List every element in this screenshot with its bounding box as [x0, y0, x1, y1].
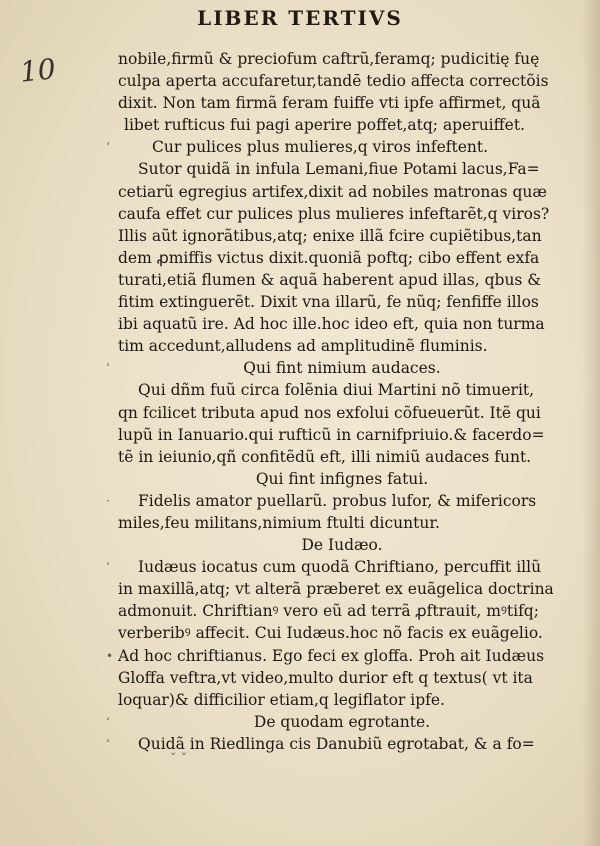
text-line [118, 600, 566, 622]
text-line [118, 181, 566, 203]
line-text: lupũ in Ianuario.qui rufticũ in carnifpriuio.& facerdo= [118, 425, 545, 444]
text-line [106, 136, 566, 158]
line-text: tẽ in ieiunio,qñ confitẽdũ eft, illi nimiũ audaces funt. [118, 447, 532, 466]
text-line [118, 622, 566, 644]
marginal-mark: · [106, 493, 110, 508]
line-text: caufa effet cur pulices plus mulieres infeftarẽt,q viros? [118, 204, 550, 223]
text-column [106, 48, 566, 755]
line-text: fitim extinguerẽt. Dixit vna illarũ, fe nũq; fenfiffe illos [118, 293, 539, 312]
line-text: dixit. Non tam firmã feram fuiffe vti ipfe affirmet, quã [118, 94, 541, 113]
footer-mark: ˇ ˇ [170, 752, 188, 767]
text-line [118, 402, 566, 424]
line-text: Cur pulices plus mulieres,q viros infeftent. [152, 138, 489, 157]
line-text: Iudæus iocatus cum quodã Chriftiano, percuffit illũ [138, 558, 542, 577]
line-text: De quodam egrotante. [253, 712, 431, 731]
line-text: qn fcilicet tributa apud nos exfolui cõfueuerũt. Itẽ qui [118, 403, 541, 422]
running-header: LIBER TERTIVS [197, 6, 403, 30]
line-text: in maxillã,atq; vt alterã præberet ex euãgelica doctrina [118, 580, 554, 599]
line-text: De Iudæo. [301, 536, 383, 555]
text-line [118, 92, 566, 114]
page-gutter-shadow [582, 0, 600, 846]
line-text: turati,etiã flumen & aquã haberent apud illas, qbus & [118, 270, 542, 289]
text-line [118, 446, 566, 468]
text-line [118, 291, 566, 313]
marginal-mark: ʻ [106, 560, 110, 575]
text-line [118, 158, 566, 180]
text-line [118, 48, 566, 70]
line-text: culpa aperta accufaretur,tandē tedio affecta correctõis [118, 72, 549, 91]
marginal-mark: ʻ [106, 714, 110, 729]
text-line [118, 667, 566, 689]
text-line [118, 424, 566, 446]
line-text: verberibꝰ affecit. Cui Iudæus.hoc nõ facis ex euãgelio. [118, 624, 543, 643]
line-text: tim accedunt,alludens ad amplitudinẽ fluminis. [118, 337, 488, 356]
text-line [118, 225, 566, 247]
line-text: Qui fint nimium audaces. [243, 359, 441, 378]
text-line [106, 556, 566, 578]
text-line [118, 269, 566, 291]
section-heading [106, 711, 566, 733]
section-heading [118, 468, 566, 490]
line-text: Quidã in Riedlinga cis Danubiũ egrotabat, & a fo= [138, 734, 535, 753]
text-line [118, 512, 566, 534]
text-line [118, 247, 566, 269]
text-line [118, 578, 566, 600]
line-text: cetiarũ egregius artifex,dixit ad nobiles matronas quæ [118, 182, 547, 201]
text-line [118, 203, 566, 225]
line-text: Sutor quidã in infula Lemani,fiue Potami lacus,Fa= [138, 160, 540, 179]
marginal-mark: ʻ [106, 736, 110, 751]
line-text: loquar)& difficilior etiam,q legiflator ipfe. [118, 690, 445, 709]
text-line [106, 490, 566, 512]
text-line [118, 379, 566, 401]
line-text: dem ꝓmiffis victus dixit.quoniã poftq; cibo effent exfa [118, 248, 540, 267]
line-text: Fidelis amator puellarũ. probus lufor, & mifericors [138, 491, 537, 510]
text-line [118, 114, 566, 136]
marginal-mark: ʻ [106, 140, 110, 155]
line-text: Qui fint infignes fatui. [255, 469, 429, 488]
marginal-mark: • [106, 648, 114, 663]
text-line [118, 335, 566, 357]
section-heading [118, 534, 566, 556]
line-text: Ad hoc chriftianus. Ego feci ex gloffa. Proh ait Iudæus [118, 646, 545, 665]
line-text: Gloffa veftra,vt video,multo durior eft q textus( vt ita [118, 668, 533, 687]
section-heading [106, 357, 566, 379]
line-text: Illis aũt ignorãtibus,atq; enixe illã fcire cupiẽtibus,tan [118, 226, 542, 245]
line-text: miles,feu militans,nimium ftulti dicuntur. [118, 513, 440, 532]
line-text: libet rufticus fui pagi aperire poffet,atq; aperuiffet. [124, 116, 525, 135]
line-text: ibi aquatũ ire. Ad hoc ille.hoc ideo eft, quia non turma [118, 315, 545, 334]
marginal-mark: ʻ [106, 361, 110, 376]
margin-annotation: 10 [18, 52, 58, 89]
line-text: nobile,firmũ & preciofum caftrũ,feramq; pudicitię fuę [118, 50, 540, 68]
text-line [118, 70, 566, 92]
text-line [118, 689, 566, 711]
text-line [106, 645, 566, 667]
line-text: admonuit. Chriftianꝰ vero eũ ad terrã ꝓftrauit, mꝰtifq; [118, 602, 539, 621]
text-line [118, 313, 566, 335]
line-text: Qui dñm fuũ circa folẽnia diui Martini nõ timuerit, [138, 381, 535, 400]
